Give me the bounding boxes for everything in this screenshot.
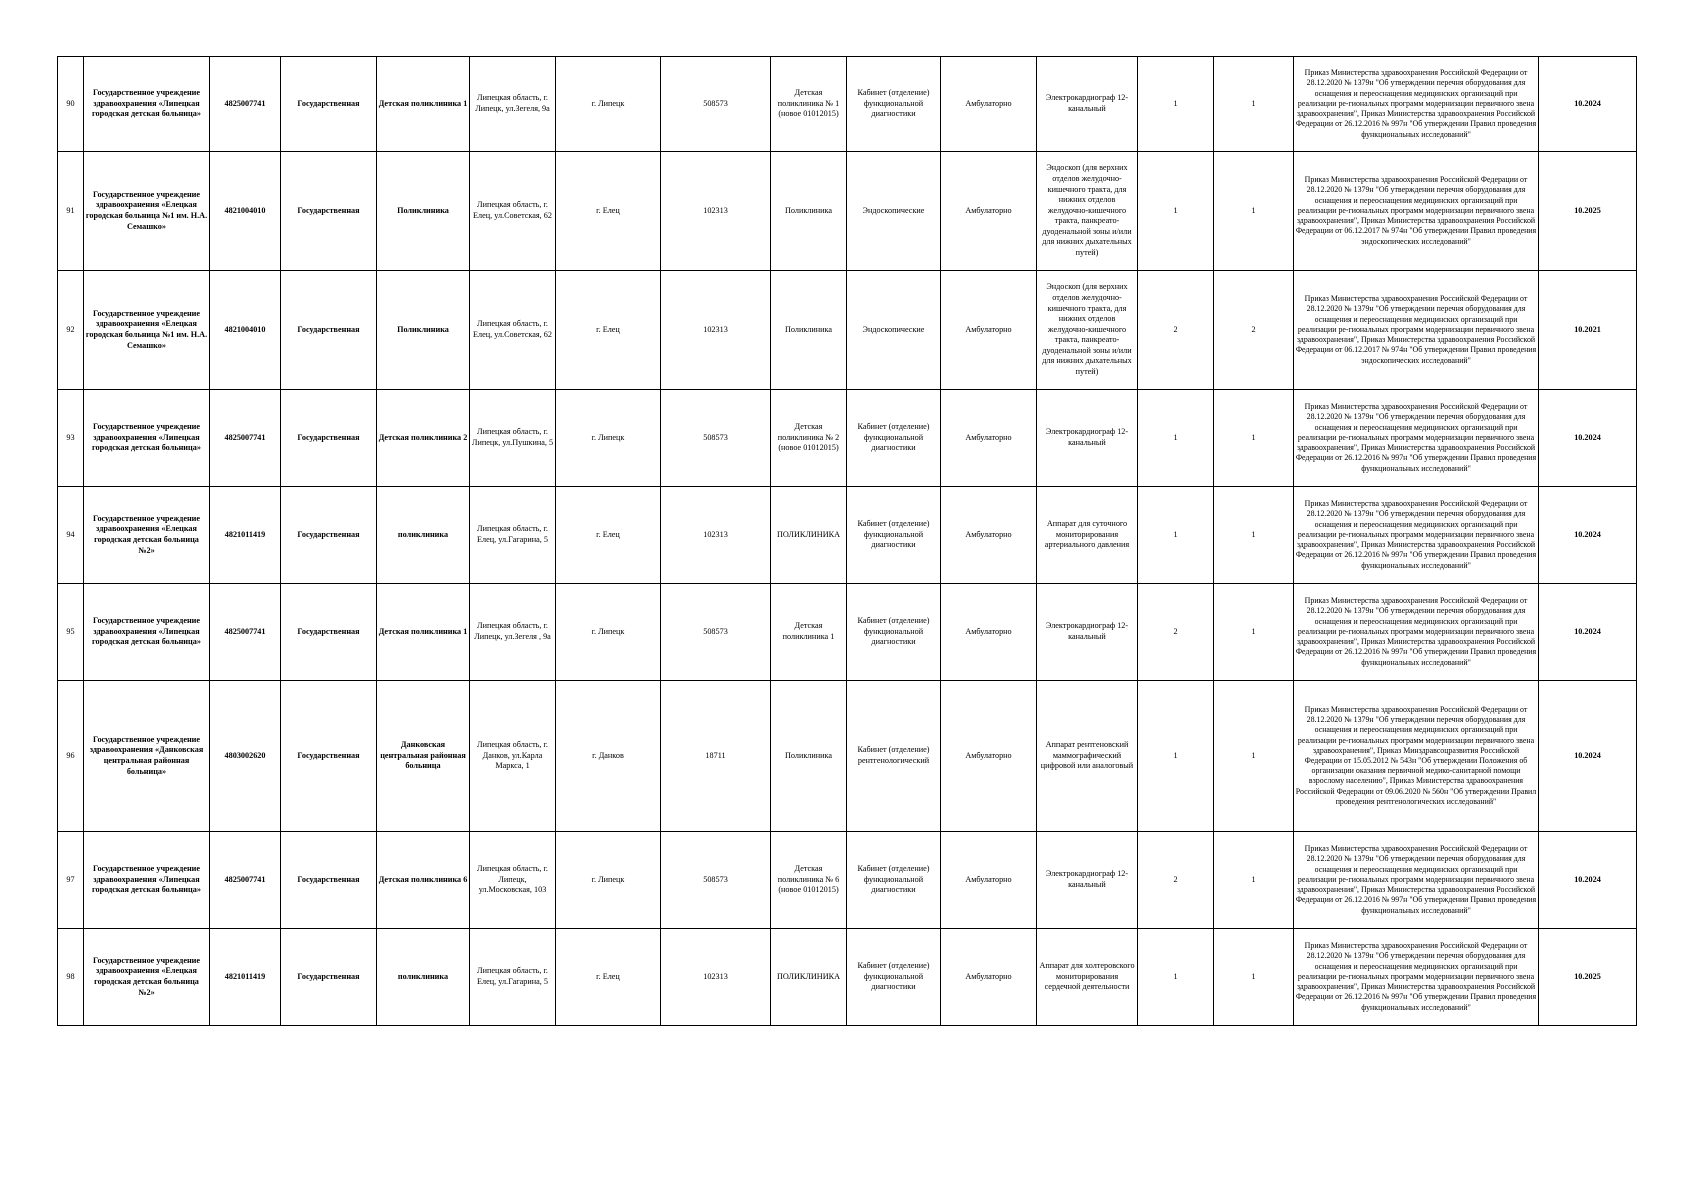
inn: 4821011419 [210, 487, 281, 584]
subdivision: Поликлиника [771, 152, 847, 271]
row-number: 93 [58, 390, 84, 487]
address: Липецкая область, г. Липецк, ул.Московская, 103 [470, 832, 556, 929]
inn: 4825007741 [210, 390, 281, 487]
structural-unit: Детская поликлиника 1 [377, 57, 470, 152]
cabinet: Эндоскопические [847, 271, 941, 390]
equipment-name: Электрокардиограф 12-канальный [1037, 390, 1138, 487]
delivery-date: 10.2025 [1539, 929, 1637, 1026]
regulatory-documents: Приказ Министерства здравоохранения Российской Федерации от 28.12.2020 № 1379н "Об утверждении перечня оборудования для оснащения и переоснащения медицинских организаций при реализации ре-гиональных программ модернизации первичного звена здравоохранения", Приказ Минздравсоцразвития Российской Федерации от 15.05.2012 № 543н "Об утверждении Положения об организации оказания первичной медико-санитарной помощи взрослому населению", Приказ Министерства здравоохранения Российской Федерации от 09.06.2020 № 560н "Об утверждении Правил проведения рентгенологических исследований" [1294, 681, 1539, 832]
structural-unit: Детская поликлиника 1 [377, 584, 470, 681]
structural-unit: Данковская центральная районная больница [377, 681, 470, 832]
city: г. Елец [556, 152, 661, 271]
quantity-planned: 1 [1214, 152, 1294, 271]
equipment-name: Электрокардиограф 12-канальный [1037, 584, 1138, 681]
structural-unit: Детская поликлиника 6 [377, 832, 470, 929]
care-conditions: Амбулаторно [941, 584, 1037, 681]
inn: 4825007741 [210, 832, 281, 929]
quantity-required: 1 [1138, 681, 1214, 832]
care-conditions: Амбулаторно [941, 929, 1037, 1026]
code: 102313 [661, 271, 771, 390]
quantity-planned: 2 [1214, 271, 1294, 390]
row-number: 95 [58, 584, 84, 681]
subdivision: Детская поликлиника № 2 (новое 01012015) [771, 390, 847, 487]
regulatory-documents: Приказ Министерства здравоохранения Российской Федерации от 28.12.2020 № 1379н "Об утверждении перечня оборудования для оснащения и переоснащения медицинских организаций при реализации ре-гиональных программ модернизации первичного звена здравоохранения", Приказ Министерства здравоохранения Российской Федерации от 06.12.2017 № 974н "Об утверждении Правил проведения эндоскопических исследований" [1294, 271, 1539, 390]
quantity-planned: 1 [1214, 57, 1294, 152]
table-row [58, 681, 1637, 832]
address: Липецкая область, г. Данков, ул.Карла Маркса, 1 [470, 681, 556, 832]
regulatory-documents: Приказ Министерства здравоохранения Российской Федерации от 28.12.2020 № 1379н "Об утверждении перечня оборудования для оснащения и переоснащения медицинских организаций при реализации ре-гиональных программ модернизации первичного звена здравоохранения", Приказ Министерства здравоохранения Российской Федерации от 26.12.2016 № 997н "Об утверждении Правил проведения функциональных исследований" [1294, 57, 1539, 152]
organization-name: Государственное учреждение здравоохранения «Липецкая городская детская больница» [84, 390, 210, 487]
city: г. Липецк [556, 832, 661, 929]
table-row [58, 57, 1637, 152]
ownership-form: Государственная [281, 487, 377, 584]
equipment-table [57, 56, 1637, 1026]
address: Липецкая область, г. Елец, ул.Гагарина, 5 [470, 929, 556, 1026]
regulatory-documents: Приказ Министерства здравоохранения Российской Федерации от 28.12.2020 № 1379н "Об утверждении перечня оборудования для оснащения и переоснащения медицинских организаций при реализации ре-гиональных программ модернизации первичного звена здравоохранения", Приказ Министерства здравоохранения Российской Федерации от 26.12.2016 № 997н "Об утверждении Правил проведения функциональных исследований" [1294, 487, 1539, 584]
subdivision: ПОЛИКЛИНИКА [771, 487, 847, 584]
code: 18711 [661, 681, 771, 832]
care-conditions: Амбулаторно [941, 57, 1037, 152]
code: 508573 [661, 832, 771, 929]
code: 102313 [661, 487, 771, 584]
ownership-form: Государственная [281, 271, 377, 390]
table-row [58, 390, 1637, 487]
quantity-planned: 1 [1214, 584, 1294, 681]
care-conditions: Амбулаторно [941, 487, 1037, 584]
care-conditions: Амбулаторно [941, 152, 1037, 271]
city: г. Липецк [556, 584, 661, 681]
delivery-date: 10.2021 [1539, 271, 1637, 390]
delivery-date: 10.2024 [1539, 390, 1637, 487]
delivery-date: 10.2025 [1539, 152, 1637, 271]
subdivision: Детская поликлиника № 6 (новое 01012015) [771, 832, 847, 929]
structural-unit: поликлиника [377, 929, 470, 1026]
cabinet: Кабинет (отделение) рентгенологический [847, 681, 941, 832]
care-conditions: Амбулаторно [941, 390, 1037, 487]
delivery-date: 10.2024 [1539, 487, 1637, 584]
city: г. Липецк [556, 57, 661, 152]
equipment-name: Аппарат рентгеновский маммографический цифровой или аналоговый [1037, 681, 1138, 832]
row-number: 90 [58, 57, 84, 152]
regulatory-documents: Приказ Министерства здравоохранения Российской Федерации от 28.12.2020 № 1379н "Об утверждении перечня оборудования для оснащения и переоснащения медицинских организаций при реализации ре-гиональных программ модернизации первичного звена здравоохранения", Приказ Министерства здравоохранения Российской Федерации от 06.12.2017 № 974н "Об утверждении Правил проведения эндоскопических исследований" [1294, 152, 1539, 271]
subdivision: Детская поликлиника 1 [771, 584, 847, 681]
row-number: 96 [58, 681, 84, 832]
equipment-name: Электрокардиограф 12-канальный [1037, 57, 1138, 152]
table-row [58, 832, 1637, 929]
organization-name: Государственное учреждение здравоохранения «Липецкая городская детская больница» [84, 57, 210, 152]
quantity-required: 2 [1138, 271, 1214, 390]
structural-unit: Поликлиника [377, 271, 470, 390]
ownership-form: Государственная [281, 390, 377, 487]
delivery-date: 10.2024 [1539, 681, 1637, 832]
quantity-required: 1 [1138, 929, 1214, 1026]
regulatory-documents: Приказ Министерства здравоохранения Российской Федерации от 28.12.2020 № 1379н "Об утверждении перечня оборудования для оснащения и переоснащения медицинских организаций при реализации ре-гиональных программ модернизации первичного звена здравоохранения", Приказ Министерства здравоохранения Российской Федерации от 26.12.2016 № 997н "Об утверждении Правил проведения функциональных исследований" [1294, 584, 1539, 681]
subdivision: Поликлиника [771, 681, 847, 832]
table-row [58, 487, 1637, 584]
code: 102313 [661, 929, 771, 1026]
ownership-form: Государственная [281, 57, 377, 152]
quantity-required: 2 [1138, 584, 1214, 681]
equipment-name: Аппарат для суточного мониторирования артериального давления [1037, 487, 1138, 584]
delivery-date: 10.2024 [1539, 57, 1637, 152]
table-row [58, 271, 1637, 390]
ownership-form: Государственная [281, 152, 377, 271]
table-row [58, 929, 1637, 1026]
equipment-name: Эндоскоп (для верхних отделов желудочно-кишечного тракта, для нижних отделов желудочно-кишечного тракта, панкреато-дуоденальной зоны и/или для нижних дыхательных путей) [1037, 271, 1138, 390]
structural-unit: Поликлиника [377, 152, 470, 271]
quantity-required: 1 [1138, 152, 1214, 271]
equipment-name: Аппарат для холтеровского мониторирования сердечной деятельности [1037, 929, 1138, 1026]
table-row [58, 152, 1637, 271]
organization-name: Государственное учреждение здравоохранения «Елецкая городская детская больница №2» [84, 487, 210, 584]
care-conditions: Амбулаторно [941, 681, 1037, 832]
inn: 4821004010 [210, 271, 281, 390]
code: 508573 [661, 57, 771, 152]
subdivision: ПОЛИКЛИНИКА [771, 929, 847, 1026]
structural-unit: Детская поликлиника 2 [377, 390, 470, 487]
organization-name: Государственное учреждение здравоохранения «Елецкая городская больница №1 им. Н.А. Семашко» [84, 152, 210, 271]
quantity-required: 1 [1138, 390, 1214, 487]
cabinet: Кабинет (отделение) функциональной диагностики [847, 929, 941, 1026]
care-conditions: Амбулаторно [941, 271, 1037, 390]
address: Липецкая область, г. Липецк, ул.Зегеля, 9а [470, 57, 556, 152]
quantity-required: 2 [1138, 832, 1214, 929]
address: Липецкая область, г. Липецк, ул.Зегеля , 9а [470, 584, 556, 681]
quantity-planned: 1 [1214, 832, 1294, 929]
organization-name: Государственное учреждение здравоохранения «Липецкая городская детская больница» [84, 584, 210, 681]
equipment-name: Электрокардиограф 12-канальный [1037, 832, 1138, 929]
regulatory-documents: Приказ Министерства здравоохранения Российской Федерации от 28.12.2020 № 1379н "Об утверждении перечня оборудования для оснащения и переоснащения медицинских организаций при реализации ре-гиональных программ модернизации первичного звена здравоохранения", Приказ Министерства здравоохранения Российской Федерации от 26.12.2016 № 997н "Об утверждении Правил проведения функциональных исследований" [1294, 929, 1539, 1026]
city: г. Елец [556, 487, 661, 584]
inn: 4803002620 [210, 681, 281, 832]
cabinet: Кабинет (отделение) функциональной диагностики [847, 584, 941, 681]
organization-name: Государственное учреждение здравоохранения «Елецкая городская больница №1 им. Н.А. Семашко» [84, 271, 210, 390]
equipment-name: Эндоскоп (для верхних отделов желудочно-кишечного тракта, для нижних отделов желудочно-кишечного тракта, панкреато-дуоденальной зоны и/или для нижних дыхательных путей) [1037, 152, 1138, 271]
quantity-planned: 1 [1214, 390, 1294, 487]
cabinet: Кабинет (отделение) функциональной диагностики [847, 57, 941, 152]
table-body [58, 57, 1637, 1026]
delivery-date: 10.2024 [1539, 832, 1637, 929]
code: 102313 [661, 152, 771, 271]
subdivision: Поликлиника [771, 271, 847, 390]
quantity-planned: 1 [1214, 681, 1294, 832]
inn: 4821004010 [210, 152, 281, 271]
row-number: 91 [58, 152, 84, 271]
inn: 4821011419 [210, 929, 281, 1026]
ownership-form: Государственная [281, 832, 377, 929]
quantity-planned: 1 [1214, 487, 1294, 584]
address: Липецкая область, г. Елец, ул.Гагарина, 5 [470, 487, 556, 584]
organization-name: Государственное учреждение здравоохранения «Липецкая городская детская больница» [84, 832, 210, 929]
city: г. Липецк [556, 390, 661, 487]
quantity-required: 1 [1138, 57, 1214, 152]
code: 508573 [661, 584, 771, 681]
address: Липецкая область, г. Елец, ул.Советская, 62 [470, 271, 556, 390]
delivery-date: 10.2024 [1539, 584, 1637, 681]
table-row [58, 584, 1637, 681]
structural-unit: поликлиника [377, 487, 470, 584]
care-conditions: Амбулаторно [941, 832, 1037, 929]
code: 508573 [661, 390, 771, 487]
inn: 4825007741 [210, 57, 281, 152]
row-number: 98 [58, 929, 84, 1026]
row-number: 94 [58, 487, 84, 584]
organization-name: Государственное учреждение здравоохранения «Данковская центральная районная больница» [84, 681, 210, 832]
ownership-form: Государственная [281, 929, 377, 1026]
cabinet: Эндоскопические [847, 152, 941, 271]
organization-name: Государственное учреждение здравоохранения «Елецкая городская детская больница №2» [84, 929, 210, 1026]
inn: 4825007741 [210, 584, 281, 681]
ownership-form: Государственная [281, 681, 377, 832]
cabinet: Кабинет (отделение) функциональной диагностики [847, 487, 941, 584]
subdivision: Детская поликлиника № 1 (новое 01012015) [771, 57, 847, 152]
regulatory-documents: Приказ Министерства здравоохранения Российской Федерации от 28.12.2020 № 1379н "Об утверждении перечня оборудования для оснащения и переоснащения медицинских организаций при реализации ре-гиональных программ модернизации первичного звена здравоохранения", Приказ Министерства здравоохранения Российской Федерации от 26.12.2016 № 997н "Об утверждении Правил проведения функциональных исследований" [1294, 832, 1539, 929]
regulatory-documents: Приказ Министерства здравоохранения Российской Федерации от 28.12.2020 № 1379н "Об утверждении перечня оборудования для оснащения и переоснащения медицинских организаций при реализации ре-гиональных программ модернизации первичного звена здравоохранения", Приказ Министерства здравоохранения Российской Федерации от 26.12.2016 № 997н "Об утверждении Правил проведения функциональных исследований" [1294, 390, 1539, 487]
address: Липецкая область, г. Елец, ул.Советская, 62 [470, 152, 556, 271]
cabinet: Кабинет (отделение) функциональной диагностики [847, 832, 941, 929]
quantity-planned: 1 [1214, 929, 1294, 1026]
cabinet: Кабинет (отделение) функциональной диагностики [847, 390, 941, 487]
row-number: 92 [58, 271, 84, 390]
city: г. Данков [556, 681, 661, 832]
row-number: 97 [58, 832, 84, 929]
quantity-required: 1 [1138, 487, 1214, 584]
ownership-form: Государственная [281, 584, 377, 681]
address: Липецкая область, г. Липецк, ул.Пушкина, 5 [470, 390, 556, 487]
city: г. Елец [556, 271, 661, 390]
city: г. Елец [556, 929, 661, 1026]
